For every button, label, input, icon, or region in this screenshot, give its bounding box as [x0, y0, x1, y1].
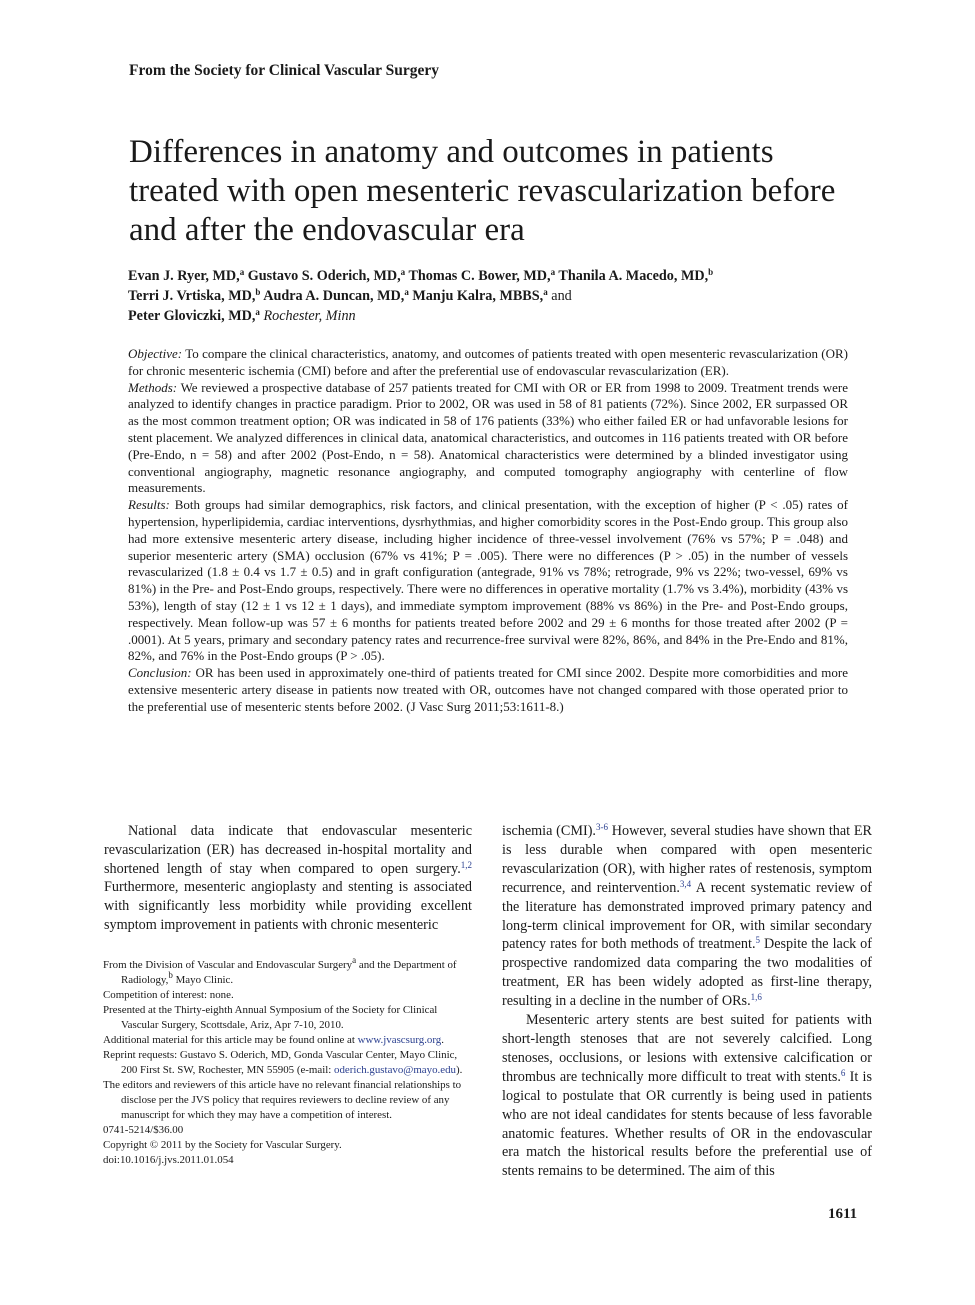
abstract: [128, 346, 848, 716]
footnote-editors: The editors and reviewers of this article have no relevant financial relationships to disclose per the JVS policy that requires reviewers to decline review of any manuscript for which they may have a competition of interest.: [103, 1079, 462, 1121]
author: Audra A. Duncan, MD,: [260, 288, 405, 304]
footnote-text: Mayo Clinic.: [172, 974, 234, 986]
footnote-text: Reprint requests: Gustavo S. Oderich, MD, Gonda Vascular Center, Mayo Clinic, 200 First St. SW, Rochester, MN 55905 (e-mail:: [103, 1049, 458, 1076]
footnote-text: ).: [455, 1064, 463, 1076]
journal-website-link[interactable]: www.jvascsurg.org: [357, 1034, 442, 1046]
reference-link[interactable]: 1,2: [460, 859, 472, 870]
author-conjunction: and: [547, 288, 572, 304]
author-location: Rochester, Minn: [263, 308, 356, 324]
body-paragraph: [502, 822, 872, 1011]
footnote-doi: doi:10.1016/j.jvs.2011.01.054: [103, 1154, 234, 1166]
abstract-objective-label: Objective:: [128, 346, 183, 361]
body-text: Mesenteric artery stents are best suited for patients with short-length stenoses that are not severely calcified. Long stenoses, occlusions, or lesions with extensive calcification or thrombus are technically more difficult to treat with stents.: [502, 1012, 872, 1085]
footnote-issn: 0741-5214/$36.00: [103, 1124, 184, 1136]
footnote-additional-material: [103, 1033, 473, 1048]
affiliation-mark: b: [168, 970, 173, 980]
abstract-methods-text: We reviewed a prospective database of 257 patients treated for CMI with OR or ER from 1998 to 2009. Treatment trends were analyzed to identify changes in practice paradigm. Prior to 2002, OR was used in 58 of 81 patients (72%). Since 2002, ER surpassed OR as the most common treatment option; OR was indicated in 58 of 176 patients (33%) who either failed ER or had unfavorable lesions for stent placement. We analyzed differences in clinical data, anatomical characteristics, and outcomes in 116 patients treated with OR before (Pre-Endo, n = 58) and after 2002 (Post-Endo, n = 58). Anatomical characteristics were determined by a blinded investigator using conventional angiography, magnetic resonance angiography, and computed tomography angiography with centerline of flow measurements.: [128, 379, 848, 496]
body-text: However, several studies have shown that ER is less durable when compared with open mesenteric revascularization (OR), with higher rates of restenosis, symptom recurrence, and reintervention.: [502, 823, 872, 896]
journal-section-header: From the Society for Clinical Vascular Surgery: [129, 62, 439, 79]
footnote-text: and the Department of Radiology,: [121, 959, 457, 986]
abstract-methods-label: Methods:: [128, 379, 178, 395]
article-title: Differences in anatomy and outcomes in patients treated with open mesenteric revascularization before and after the endovascular era: [129, 134, 836, 248]
abstract-objective-text: To compare the clinical characteristics, anatomy, and outcomes of patients treated with open mesenteric revascularization (OR) for chronic mesenteric ischemia (CMI) before and after the preferential use of endovascular revascularization (ER).: [128, 346, 848, 378]
reference-link[interactable]: 1,6: [750, 992, 762, 1003]
abstract-results-text: Both groups had similar demographics, risk factors, and clinical presentation, with the exception of higher (P < .05) rates of hypertension, hyperlipidemia, cardiac interventions, dysrhythmias, and higher comorbidity scores in the Post-Endo group. This group also had more extensive mesenteric artery disease, including higher incidence of three-vessel involvement (76% vs 57%; P = .048) and superior mesenteric artery (SMA) occlusion (67% vs 41%; P = .005). There were no differences (P > .05) in the number of vessels revascularized (1.8 ± 0.4 vs 1.7 ± 0.5) and in graft configuration (antegrade, 91% vs 78%; retrograde, 9% vs 22%; two-vessel, 69% vs 81%) in the Pre- and Post-Endo groups, respectively. There were no differences in operative mortality (1.7% vs 3.4%), morbidity (43% vs 53%), length of stay (12 ± 1 vs 12 ± 1 days), and immediate symptom improvement (88% vs 86%) in the Pre- and Post-Endo groups, respectively. Mean follow-up was 57 ± 6 months for patients treated before 2002 and 29 ± 6 months for those treated after 2002 (P = .0001). At 5 years, primary and secondary patency rates and recurrence-free survival were 82%, 86%, and 84% in the Pre-Endo and 81%, 82%, and 76% in the Post-Endo groups (P > .05).: [128, 497, 848, 664]
author: Peter Gloviczki, MD,: [128, 308, 256, 324]
affiliation-mark: a: [352, 955, 357, 965]
footnote-reprint-requests: [103, 1048, 473, 1078]
body-text: Despite the lack of prospective randomized data comparing the two modalities of treatment, ER has been widely adopted as first-line therapy, resulting in a decline in the number of ORs.: [502, 936, 872, 1010]
affiliation-mark: a: [550, 267, 556, 277]
author: Thomas C. Bower, MD,: [405, 268, 551, 284]
author: Thanila A. Macedo, MD,: [555, 268, 709, 284]
page-number: 1611: [828, 1206, 858, 1222]
body-paragraph: [502, 1011, 872, 1181]
footnote-affiliation: [103, 955, 473, 988]
abstract-results-label: Results:: [128, 497, 170, 513]
abstract-objective: [128, 346, 848, 380]
footnote-presented: Presented at the Thirty-eighth Annual Symposium of the Society for Clinical Vascular Surgery, Scottsdale, Ariz, Apr 7-10, 2010.: [103, 1004, 438, 1031]
email-link[interactable]: oderich.gustavo@mayo.edu: [334, 1064, 456, 1076]
author: Gustavo S. Oderich, MD,: [244, 268, 401, 284]
body-text: Furthermore, mesenteric angioplasty and stenting is associated with significantly less morbidity while providing excellent symptom improvement in patients with chronic mesenteric: [104, 879, 472, 933]
body-column-left: [104, 822, 472, 935]
body-text: National data indicate that endovascular mesenteric revascularization (ER) has decreased in-hospital mortality and shortened length of stay when compared to open surgery.: [104, 823, 472, 877]
affiliation-mark: a: [239, 267, 245, 277]
footnote-text: Additional material for this article may be found online at: [103, 1034, 358, 1046]
affiliation-mark: b: [708, 267, 714, 277]
affiliation-mark: a: [400, 267, 406, 277]
affiliation-mark: a: [255, 307, 260, 317]
affiliation-mark: a: [543, 287, 548, 297]
footnote-text: .: [441, 1034, 444, 1046]
author-list: [128, 266, 848, 326]
reference-link[interactable]: 6: [840, 1067, 846, 1078]
abstract-conclusion-text: OR has been used in approximately one-third of patients treated for CMI since 2002. Despite more comorbidities and more extensive mesenteric artery disease in patients now treated with OR, outcomes have not changed compared with those operated prior to the preferential use of mesenteric stents before 2002. (J Vasc Surg 2011;53:1611-8.): [128, 665, 848, 714]
footnote-competition: Competition of interest: none.: [103, 989, 234, 1001]
body-paragraph: [104, 822, 472, 935]
author: Manju Kalra, MBBS,: [408, 288, 544, 304]
reference-link[interactable]: 3,4: [679, 878, 692, 889]
footnote-copyright: Copyright © 2011 by the Society for Vascular Surgery.: [103, 1139, 342, 1151]
body-text: ischemia (CMI).: [502, 823, 596, 839]
footnote-text: From the Division of Vascular and Endovascular Surgery: [103, 959, 353, 971]
abstract-results: [128, 497, 848, 665]
footnotes: [103, 955, 473, 1168]
abstract-conclusion-label: Conclusion:: [128, 665, 192, 681]
affiliation-mark: a: [404, 287, 409, 297]
affiliation-mark: b: [255, 287, 261, 297]
abstract-conclusion: [128, 665, 848, 715]
reference-link[interactable]: 5: [755, 935, 760, 946]
abstract-methods: [128, 380, 848, 498]
body-column-right: [502, 822, 872, 1181]
author: Terri J. Vrtiska, MD,: [128, 288, 256, 304]
body-text: It is logical to postulate that OR currently is being used in patients who are not ideal candidates for stents because of less favorable anatomic features. Whether results of OR in the endovascular era match the historical results before the preferential use of stents remains to be determined. The aim of this: [502, 1068, 872, 1180]
body-text: A recent systematic review of the literature has demonstrated improved primary patency and long-term clinical improvement for OR, with similar secondary patency rates for both methods of treatment.: [502, 879, 872, 953]
author: Evan J. Ryer, MD,: [128, 268, 240, 284]
reference-link[interactable]: 3-6: [595, 822, 608, 832]
